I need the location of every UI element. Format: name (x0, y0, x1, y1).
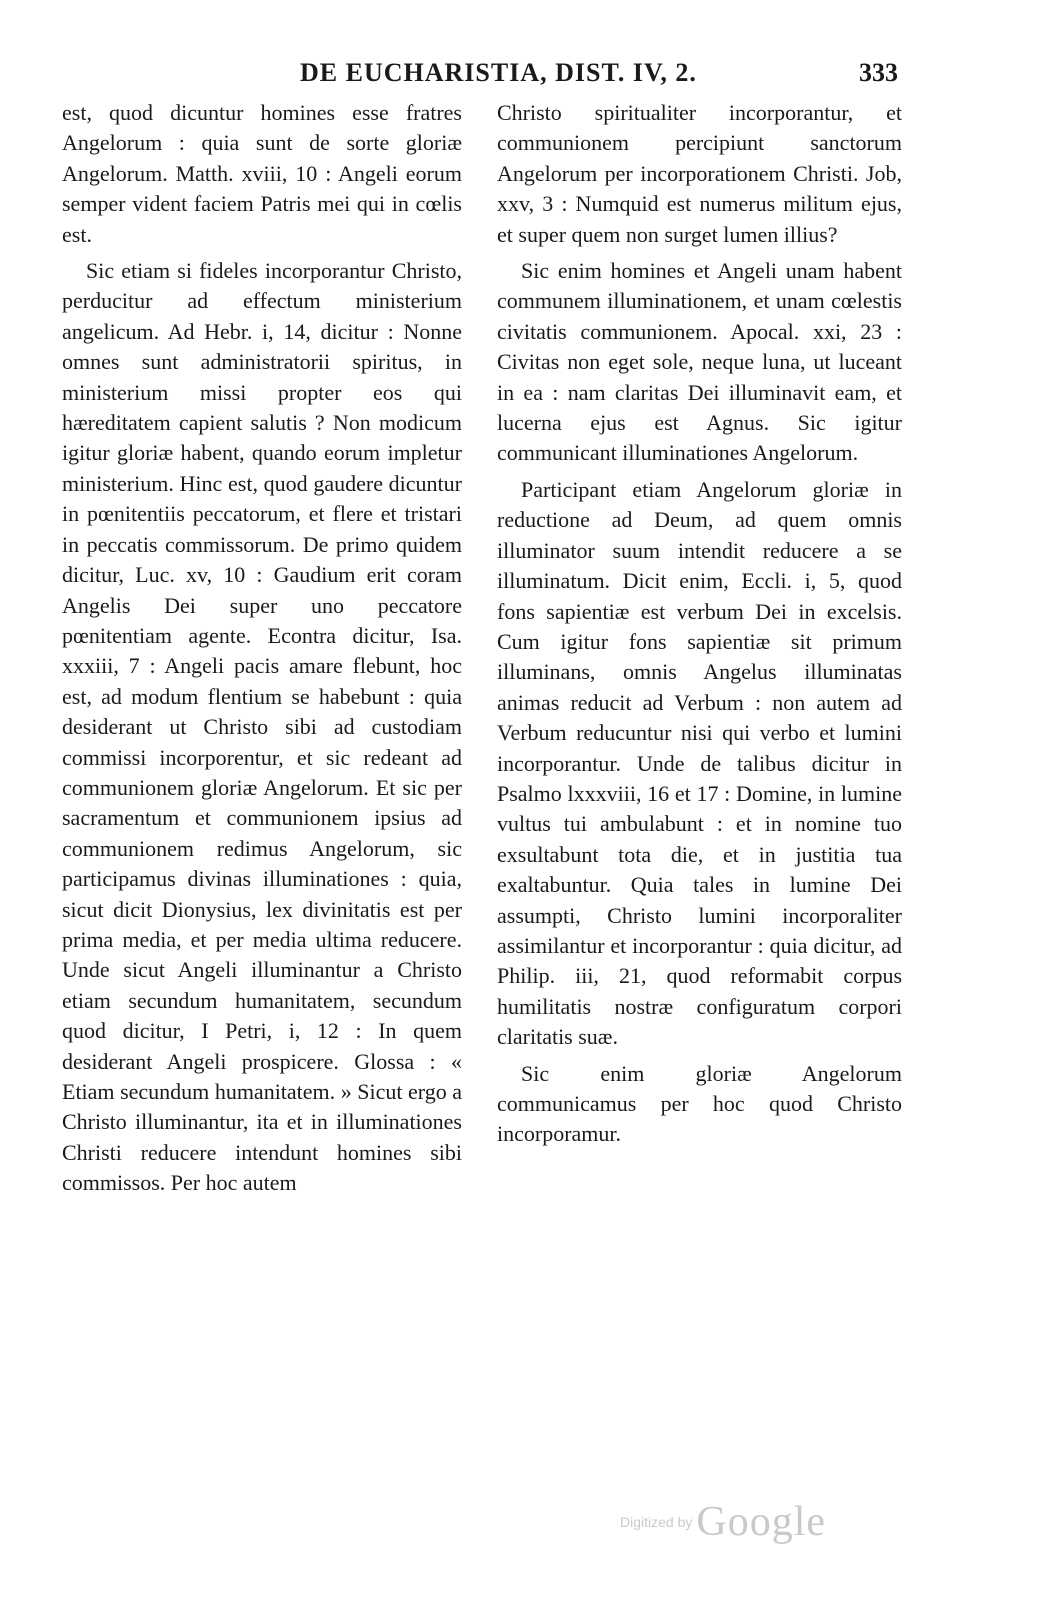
right-paragraph-1: Christo spiritualiter incorporantur, et communionem percipiunt sanctorum Angelorum per incorporationem Christi. Job, xxv, 3 : Numquid est numerus militum ejus, et super quem non surget lumen illius? (497, 100, 902, 247)
left-paragraph-2: Sic etiam si fideles incorporantur Christo, perducitur ad effectum ministerium angelicum. Ad Hebr. i, 14, dicitur : Nonne omnes sunt administratorii spiritus, in ministerium missi propter eos qui hæreditatem capient salutis ? Non modicum igitur gloriæ habent, quando eorum impletur ministerium. Hinc est, quod gaudere dicuntur in pœnitentiis peccatorum, et flere et tristari in peccatis commissorum. De primo quidem dicitur, Luc. xv, 10 : Gaudium erit coram Angelis Dei super uno peccatore pœnitentiam agente. Econtra dicitur, Isa. xxxiii, 7 : Angeli pacis amare flebunt, hoc est, ad modum flentium se habebunt : quia desiderant ut Christo sibi ad custodiam commissi incorporentur, et sic redeant ad communionem gloriæ Angelorum. Et sic per sacramentum et communionem ipsius ad communionem redimus Angelorum, sic participamus divinas illuminationes : quia, sicut dicit Dionysius, lex divinitatis est per prima media, et per media ultima reducere. Unde sicut Angeli illuminantur a Christo etiam secundum humanitatem, secundum quod dicitur, I Petri, i, 12 : In quem desiderant Angeli prospicere. Glossa : « Etiam secundum humanitatem. » Sicut ergo a Christo illuminantur, ita et in illuminationes Christi reducere intendunt homines sibi commissos. Per hoc autem (62, 258, 462, 1196)
right-paragraph-4: Sic enim gloriæ Angelorum communicamus per hoc quod Christo incorporamur. (497, 1060, 902, 1147)
page-header (0, 56, 1046, 92)
watermark-prefix: Digitized by (620, 1514, 693, 1530)
right-paragraph-2: Sic enim homines et Angeli unam habent communem illuminationem, et unam cœlestis civitatis communionem. Apocal. xxi, 23 : Civitas non eget sole, neque luna, ut luceant in ea : nam claritas Dei illuminavit eam, et lucerna ejus est Agnus. Sic igitur communicant illuminationes Angelorum. (497, 258, 902, 466)
watermark-brand: Google (696, 1499, 827, 1545)
page-number: 333 (859, 58, 898, 87)
right-column (497, 98, 902, 1156)
right-paragraph-3: Participant etiam Angelorum gloriæ in reductione ad Deum, ad quem omnis illuminator suum intendit reducere a se illuminatum. Dicit enim, Eccli. i, 5, quod fons sapientiæ est verbum Dei in excelsis. Cum igitur fons sapientiæ sit primum illuminans, omnis Angelus illuminatas animas reducit ad Verbum : non autem ad Verbum reducuntur nisi qui verbo et lumini incorporantur. Unde de talibus dicitur in Psalmo lxxxviii, 16 et 17 : Domine, in lumine vultus tui ambulabunt : et in nomine tuo exsultabunt tota die, et in justitia tua exaltabuntur. Quia tales in lumine Dei assumpti, Christo lumini incorporaliter assimilantur et incorporantur : quia dicitur, ad Philip. iii, 21, quod reformabit corpus humilitatis nostræ configuratum corpori claritatis suæ. (497, 476, 902, 1050)
left-paragraph-1: est, quod dicuntur homines esse fratres Angelorum : quia sunt de sorte gloriæ Angelorum. Matth. xviii, 10 : Angeli eorum semper vident faciem Patris mei qui in cœlis est. (62, 100, 462, 247)
digitized-watermark (620, 1498, 826, 1546)
left-column (62, 98, 462, 1205)
running-head: DE EUCHARISTIA, DIST. IV, 2. (300, 58, 697, 87)
